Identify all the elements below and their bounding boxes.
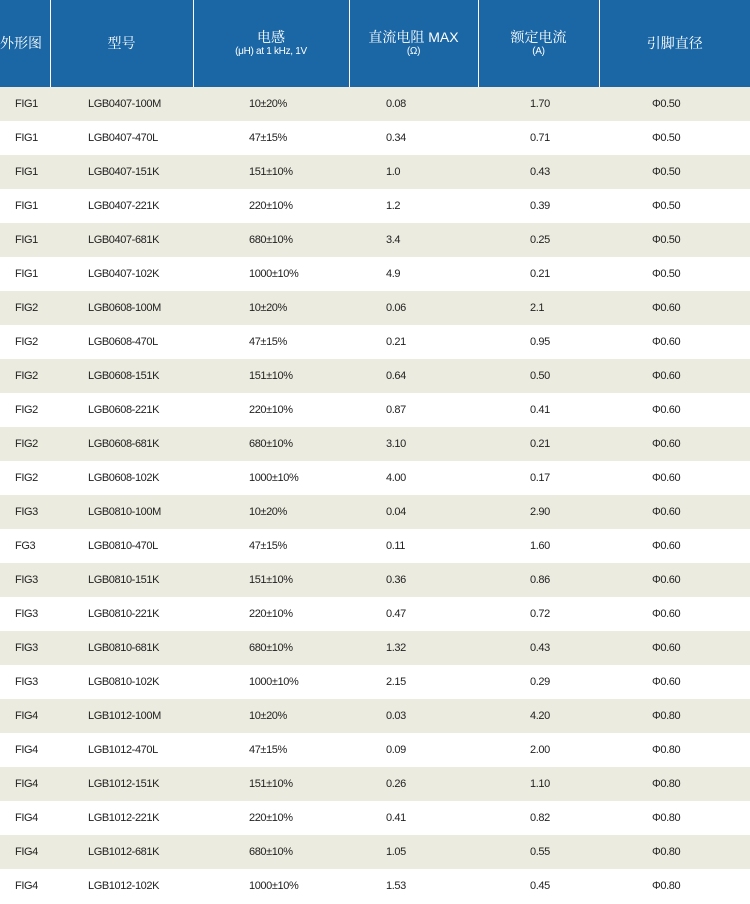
table-body xyxy=(0,87,750,903)
figure-cell: FG3 xyxy=(0,529,50,563)
figure-cell: FIG4 xyxy=(0,699,50,733)
dcr-cell: 0.06 xyxy=(349,291,478,325)
dcr-cell: 0.26 xyxy=(349,767,478,801)
header-inductance-label: 电感 xyxy=(257,28,285,45)
figure-cell: FIG1 xyxy=(0,121,50,155)
pin-diameter-cell: Φ0.60 xyxy=(599,597,750,631)
dcr-cell: 0.36 xyxy=(349,563,478,597)
pin-diameter-cell: Φ0.60 xyxy=(599,665,750,699)
pin-diameter-cell: Φ0.60 xyxy=(599,427,750,461)
figure-cell: FIG1 xyxy=(0,257,50,291)
dcr-cell: 0.09 xyxy=(349,733,478,767)
inductance-cell: 10±20% xyxy=(193,87,349,121)
table-row xyxy=(0,87,750,121)
header-current-unit: (A) xyxy=(532,46,545,57)
header-current xyxy=(478,0,599,87)
model-cell: LGB1012-102K xyxy=(50,869,193,903)
inductance-cell: 47±15% xyxy=(193,121,349,155)
table-row xyxy=(0,495,750,529)
header-figure: 外形图 xyxy=(0,0,50,87)
header-current-label: 额定电流 xyxy=(510,28,567,45)
figure-cell: FIG3 xyxy=(0,563,50,597)
figure-cell: FIG2 xyxy=(0,427,50,461)
header-dcr xyxy=(349,0,478,87)
header-row xyxy=(0,0,750,87)
model-cell: LGB0608-102K xyxy=(50,461,193,495)
pin-diameter-cell: Φ0.80 xyxy=(599,699,750,733)
model-cell: LGB0407-100M xyxy=(50,87,193,121)
dcr-cell: 1.05 xyxy=(349,835,478,869)
table-row xyxy=(0,427,750,461)
dcr-cell: 2.15 xyxy=(349,665,478,699)
inductance-cell: 220±10% xyxy=(193,597,349,631)
dcr-cell: 0.87 xyxy=(349,393,478,427)
model-cell: LGB1012-151K xyxy=(50,767,193,801)
table-row xyxy=(0,665,750,699)
current-cell: 0.29 xyxy=(478,665,599,699)
model-cell: LGB0407-221K xyxy=(50,189,193,223)
current-cell: 2.00 xyxy=(478,733,599,767)
figure-cell: FIG3 xyxy=(0,495,50,529)
table-row xyxy=(0,257,750,291)
model-cell: LGB1012-221K xyxy=(50,801,193,835)
inductance-cell: 10±20% xyxy=(193,495,349,529)
current-cell: 0.41 xyxy=(478,393,599,427)
pin-diameter-cell: Φ0.80 xyxy=(599,801,750,835)
figure-cell: FIG3 xyxy=(0,665,50,699)
inductance-cell: 151±10% xyxy=(193,767,349,801)
pin-diameter-cell: Φ0.60 xyxy=(599,495,750,529)
current-cell: 4.20 xyxy=(478,699,599,733)
dcr-cell: 0.41 xyxy=(349,801,478,835)
table-row xyxy=(0,563,750,597)
table-row xyxy=(0,699,750,733)
header-dcr-unit: (Ω) xyxy=(406,46,421,57)
current-cell: 0.21 xyxy=(478,427,599,461)
table-row xyxy=(0,529,750,563)
figure-cell: FIG4 xyxy=(0,835,50,869)
pin-diameter-cell: Φ0.60 xyxy=(599,291,750,325)
header-dcr-label: 直流电阻 MAX xyxy=(368,28,459,45)
inductance-cell: 220±10% xyxy=(193,393,349,427)
dcr-cell: 0.64 xyxy=(349,359,478,393)
model-cell: LGB0407-151K xyxy=(50,155,193,189)
pin-diameter-cell: Φ0.80 xyxy=(599,733,750,767)
model-cell: LGB0608-681K xyxy=(50,427,193,461)
inductance-cell: 1000±10% xyxy=(193,257,349,291)
header-model: 型号 xyxy=(50,0,193,87)
figure-cell: FIG1 xyxy=(0,189,50,223)
current-cell: 0.95 xyxy=(478,325,599,359)
figure-cell: FIG4 xyxy=(0,733,50,767)
table-row xyxy=(0,359,750,393)
inductance-cell: 680±10% xyxy=(193,835,349,869)
table-row xyxy=(0,461,750,495)
inductance-cell: 151±10% xyxy=(193,563,349,597)
dcr-cell: 0.03 xyxy=(349,699,478,733)
dcr-cell: 3.4 xyxy=(349,223,478,257)
table-row xyxy=(0,835,750,869)
table-row xyxy=(0,189,750,223)
current-cell: 2.1 xyxy=(478,291,599,325)
inductance-cell: 220±10% xyxy=(193,189,349,223)
figure-cell: FIG2 xyxy=(0,325,50,359)
inductance-cell: 151±10% xyxy=(193,155,349,189)
model-cell: LGB1012-470L xyxy=(50,733,193,767)
model-cell: LGB1012-100M xyxy=(50,699,193,733)
table-row xyxy=(0,121,750,155)
figure-cell: FIG4 xyxy=(0,767,50,801)
dcr-cell: 0.47 xyxy=(349,597,478,631)
current-cell: 1.60 xyxy=(478,529,599,563)
current-cell: 0.55 xyxy=(478,835,599,869)
model-cell: LGB0407-102K xyxy=(50,257,193,291)
pin-diameter-cell: Φ0.50 xyxy=(599,155,750,189)
dcr-cell: 0.08 xyxy=(349,87,478,121)
pin-diameter-cell: Φ0.80 xyxy=(599,835,750,869)
table-header xyxy=(0,0,750,87)
current-cell: 0.72 xyxy=(478,597,599,631)
pin-diameter-cell: Φ0.60 xyxy=(599,563,750,597)
inductance-cell: 47±15% xyxy=(193,529,349,563)
current-cell: 0.17 xyxy=(478,461,599,495)
table-row xyxy=(0,325,750,359)
dcr-cell: 4.00 xyxy=(349,461,478,495)
dcr-cell: 1.0 xyxy=(349,155,478,189)
model-cell: LGB0608-221K xyxy=(50,393,193,427)
table-row xyxy=(0,393,750,427)
pin-diameter-cell: Φ0.60 xyxy=(599,359,750,393)
pin-diameter-cell: Φ0.80 xyxy=(599,869,750,903)
dcr-cell: 1.2 xyxy=(349,189,478,223)
current-cell: 0.43 xyxy=(478,631,599,665)
pin-diameter-cell: Φ0.60 xyxy=(599,325,750,359)
current-cell: 0.45 xyxy=(478,869,599,903)
table-row xyxy=(0,155,750,189)
pin-diameter-cell: Φ0.50 xyxy=(599,257,750,291)
pin-diameter-cell: Φ0.60 xyxy=(599,393,750,427)
pin-diameter-cell: Φ0.50 xyxy=(599,87,750,121)
model-cell: LGB0407-681K xyxy=(50,223,193,257)
model-cell: LGB0810-102K xyxy=(50,665,193,699)
dcr-cell: 1.53 xyxy=(349,869,478,903)
pin-diameter-cell: Φ0.60 xyxy=(599,631,750,665)
table-row xyxy=(0,767,750,801)
inductance-cell: 1000±10% xyxy=(193,665,349,699)
figure-cell: FIG3 xyxy=(0,597,50,631)
inductance-cell: 680±10% xyxy=(193,427,349,461)
dcr-cell: 0.21 xyxy=(349,325,478,359)
table-row xyxy=(0,801,750,835)
pin-diameter-cell: Φ0.80 xyxy=(599,767,750,801)
current-cell: 0.43 xyxy=(478,155,599,189)
model-cell: LGB0810-100M xyxy=(50,495,193,529)
model-cell: LGB0608-100M xyxy=(50,291,193,325)
figure-cell: FIG2 xyxy=(0,461,50,495)
inductance-cell: 151±10% xyxy=(193,359,349,393)
figure-cell: FIG1 xyxy=(0,223,50,257)
dcr-cell: 0.04 xyxy=(349,495,478,529)
model-cell: LGB0810-151K xyxy=(50,563,193,597)
header-pin: 引脚直径 xyxy=(599,0,750,87)
current-cell: 0.21 xyxy=(478,257,599,291)
model-cell: LGB0407-470L xyxy=(50,121,193,155)
model-cell: LGB1012-681K xyxy=(50,835,193,869)
inductance-cell: 680±10% xyxy=(193,631,349,665)
figure-cell: FIG1 xyxy=(0,87,50,121)
inductance-cell: 1000±10% xyxy=(193,461,349,495)
current-cell: 1.10 xyxy=(478,767,599,801)
model-cell: LGB0608-470L xyxy=(50,325,193,359)
pin-diameter-cell: Φ0.50 xyxy=(599,121,750,155)
inductance-cell: 220±10% xyxy=(193,801,349,835)
model-cell: LGB0810-681K xyxy=(50,631,193,665)
current-cell: 0.50 xyxy=(478,359,599,393)
figure-cell: FIG4 xyxy=(0,801,50,835)
pin-diameter-cell: Φ0.50 xyxy=(599,189,750,223)
current-cell: 0.86 xyxy=(478,563,599,597)
current-cell: 2.90 xyxy=(478,495,599,529)
figure-cell: FIG3 xyxy=(0,631,50,665)
table-row xyxy=(0,223,750,257)
table-row xyxy=(0,733,750,767)
header-inductance xyxy=(193,0,349,87)
model-cell: LGB0608-151K xyxy=(50,359,193,393)
dcr-cell: 0.34 xyxy=(349,121,478,155)
dcr-cell: 0.11 xyxy=(349,529,478,563)
header-inductance-unit: (μH) at 1 kHz, 1V xyxy=(235,46,307,57)
model-cell: LGB0810-470L xyxy=(50,529,193,563)
inductance-cell: 10±20% xyxy=(193,291,349,325)
inductance-cell: 680±10% xyxy=(193,223,349,257)
dcr-cell: 3.10 xyxy=(349,427,478,461)
inductance-cell: 10±20% xyxy=(193,699,349,733)
figure-cell: FIG4 xyxy=(0,869,50,903)
pin-diameter-cell: Φ0.60 xyxy=(599,461,750,495)
dcr-cell: 1.32 xyxy=(349,631,478,665)
figure-cell: FIG1 xyxy=(0,155,50,189)
pin-diameter-cell: Φ0.60 xyxy=(599,529,750,563)
current-cell: 0.82 xyxy=(478,801,599,835)
inductance-cell: 47±15% xyxy=(193,325,349,359)
current-cell: 0.39 xyxy=(478,189,599,223)
dcr-cell: 4.9 xyxy=(349,257,478,291)
figure-cell: FIG2 xyxy=(0,393,50,427)
table-row xyxy=(0,597,750,631)
current-cell: 0.25 xyxy=(478,223,599,257)
current-cell: 1.70 xyxy=(478,87,599,121)
inductance-cell: 47±15% xyxy=(193,733,349,767)
current-cell: 0.71 xyxy=(478,121,599,155)
model-cell: LGB0810-221K xyxy=(50,597,193,631)
inductance-cell: 1000±10% xyxy=(193,869,349,903)
figure-cell: FIG2 xyxy=(0,291,50,325)
table-row xyxy=(0,291,750,325)
table-row xyxy=(0,869,750,903)
figure-cell: FIG2 xyxy=(0,359,50,393)
table-row xyxy=(0,631,750,665)
pin-diameter-cell: Φ0.50 xyxy=(599,223,750,257)
